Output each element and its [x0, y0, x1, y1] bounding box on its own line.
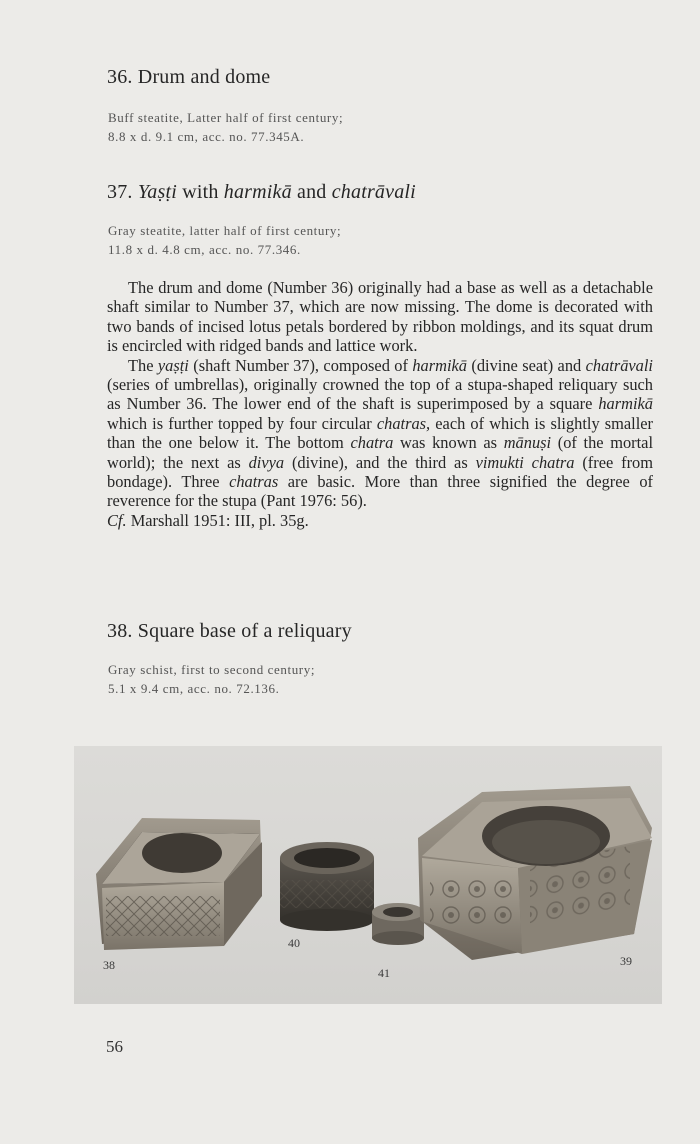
paragraph-reference [107, 511, 653, 530]
text-run: are basic. More than three signified the degree of reverence for the stupa (Pant 1976: 56). [107, 472, 653, 511]
description-text [107, 278, 653, 530]
entry-37-heading [107, 181, 416, 204]
entry-37-term-harmika: harmikā [223, 181, 292, 203]
italic-term: mānuṣi [503, 433, 552, 453]
entry-37-term-chatravali: chatrāvali [331, 181, 416, 203]
entry-37-material: Gray steatite, latter half of first century; [108, 223, 342, 238]
page-number: 56 [106, 1037, 123, 1056]
text-run: each of which is slightly smaller than the one below it. The bottom [107, 413, 654, 453]
italic-term: chatras [229, 472, 279, 492]
entry-38-heading: 38. Square base of a reliquary [107, 620, 352, 642]
text-run: (series of umbrellas), originally crowned the top of a stupa-shaped reliquary such as Number 36. The lower end of the shaft is superimposed by a square [107, 375, 653, 414]
entry-36-details [108, 108, 343, 146]
text-run: (of the mortal world); the next as [107, 433, 654, 472]
text-run: which is further topped by four circular [107, 413, 377, 433]
entry-37-text-with: with [177, 181, 224, 203]
text-run: (free from bondage). Three [107, 452, 653, 492]
entry-37-dimensions: 11.8 x d. 4.8 cm, acc. no. 77.346. [108, 242, 301, 257]
italic-term: chatra [350, 433, 394, 453]
paragraph-yasti [107, 356, 653, 511]
text-run: was known as [393, 433, 504, 453]
label-39: 39 [620, 954, 632, 968]
italic-term: vimukti chatra [475, 452, 575, 472]
entry-36-heading: 36. Drum and dome [107, 66, 271, 88]
italic-term: chatrāvali [585, 355, 653, 375]
entry-38-material: Gray schist, first to second century; [108, 662, 316, 677]
label-40: 40 [288, 936, 300, 950]
entry-36-material: Buff steatite, Latter half of first century; [108, 110, 344, 125]
italic-term: harmikā [412, 355, 467, 375]
reference-text: Marshall 1951: III, pl. 35g. [126, 510, 309, 530]
object-39-large-base [418, 786, 652, 960]
reliquary-objects-illustration [74, 746, 662, 1004]
text-run: (divine seat) and [466, 355, 586, 375]
text-run: The [128, 355, 158, 375]
object-38-square-base [96, 818, 262, 950]
entry-37-number: 37. [107, 181, 138, 203]
italic-term: harmikā [598, 394, 653, 414]
italic-term: chatras, [376, 413, 431, 433]
reliquary-photograph [74, 746, 662, 1004]
object-41-shaft [372, 903, 424, 945]
entry-37-text-and: and [291, 181, 332, 203]
text-run: (shaft Number 37), composed of [188, 355, 413, 375]
entry-36-dimensions: 8.8 x d. 9.1 cm, acc. no. 77.345A. [108, 129, 305, 144]
italic-cf: Cf. [107, 510, 127, 530]
paragraph-drum-dome: The drum and dome (Number 36) originally had a base as well as a detachable shaft similar to Number 37, which are now missing. The dome is decorated with two bands of incised lotus petals bordered by ribbon moldings, and its squat drum is encircled with ridged bands and lattice work. [107, 278, 653, 356]
text-run: (divine), and the third as [284, 452, 476, 472]
label-38: 38 [103, 958, 115, 972]
entry-38-dimensions: 5.1 x 9.4 cm, acc. no. 72.136. [108, 681, 280, 696]
entry-37-details [108, 221, 341, 259]
italic-term: divya [248, 452, 285, 472]
italic-term: yaṣṭi [157, 355, 189, 375]
object-40-drum [280, 842, 374, 931]
entry-38-details [108, 660, 315, 698]
entry-37-term-yasti: Yaṣṭi [137, 181, 177, 203]
label-41: 41 [378, 966, 390, 980]
